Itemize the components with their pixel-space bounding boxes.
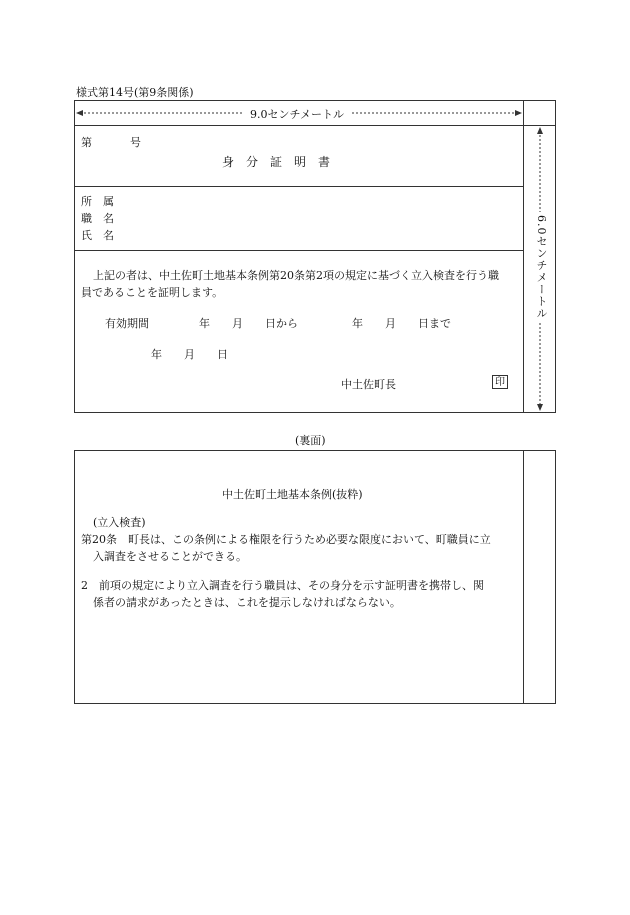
section-heading: (立入検査)	[93, 516, 146, 529]
number-label-suffix: 号	[130, 136, 141, 149]
issuer-name: 中土佐町長	[341, 378, 396, 391]
number-label-prefix: 第	[81, 136, 92, 149]
validity-label: 有効期間	[105, 317, 149, 330]
width-dimension-label: 9.0センチメートル	[244, 106, 350, 122]
issue-date: 年 月 日	[151, 348, 228, 361]
front-outer-border	[74, 100, 556, 413]
form-number: 様式第14号(第9条関係)	[76, 86, 194, 99]
front-dimension-row-divider	[74, 125, 556, 126]
article-line-2: 入調査をさせることができる。	[93, 550, 247, 563]
statement-line-1: 上記の者は、中土佐町土地基本条例第20条第2項の規定に基づく立入検査を行う職	[93, 269, 499, 282]
seal-stamp-box: 印	[492, 375, 508, 389]
front-title-divider	[74, 186, 524, 187]
back-caption: (裏面)	[295, 434, 326, 447]
field-name: 氏 名	[81, 229, 114, 242]
clause-line-2: 係者の請求があったときは、これを提示しなければならない。	[93, 596, 401, 609]
statement-line-2: 員であることを証明します。	[81, 286, 224, 299]
back-title: 中土佐町土地基本条例(抜粋)	[222, 488, 363, 501]
front-fields-divider	[74, 250, 524, 251]
back-right-divider	[523, 450, 524, 704]
field-position: 職 名	[81, 212, 114, 225]
height-dimension-label: 6.0センチメートル	[533, 212, 549, 323]
field-affiliation: 所 属	[81, 195, 114, 208]
article-line-1: 第20条 町長は、この条例による権限を行うため必要な限度において、町職員に立	[81, 533, 491, 546]
front-right-divider	[523, 100, 524, 413]
certificate-title: 身 分 証 明 書	[222, 155, 331, 169]
clause-line-1: 2 前項の規定により立入調査を行う職員は、その身分を示す証明書を携帯し、関	[81, 579, 484, 592]
validity-from: 年 月 日から	[199, 317, 298, 330]
validity-to: 年 月 日まで	[352, 317, 451, 330]
